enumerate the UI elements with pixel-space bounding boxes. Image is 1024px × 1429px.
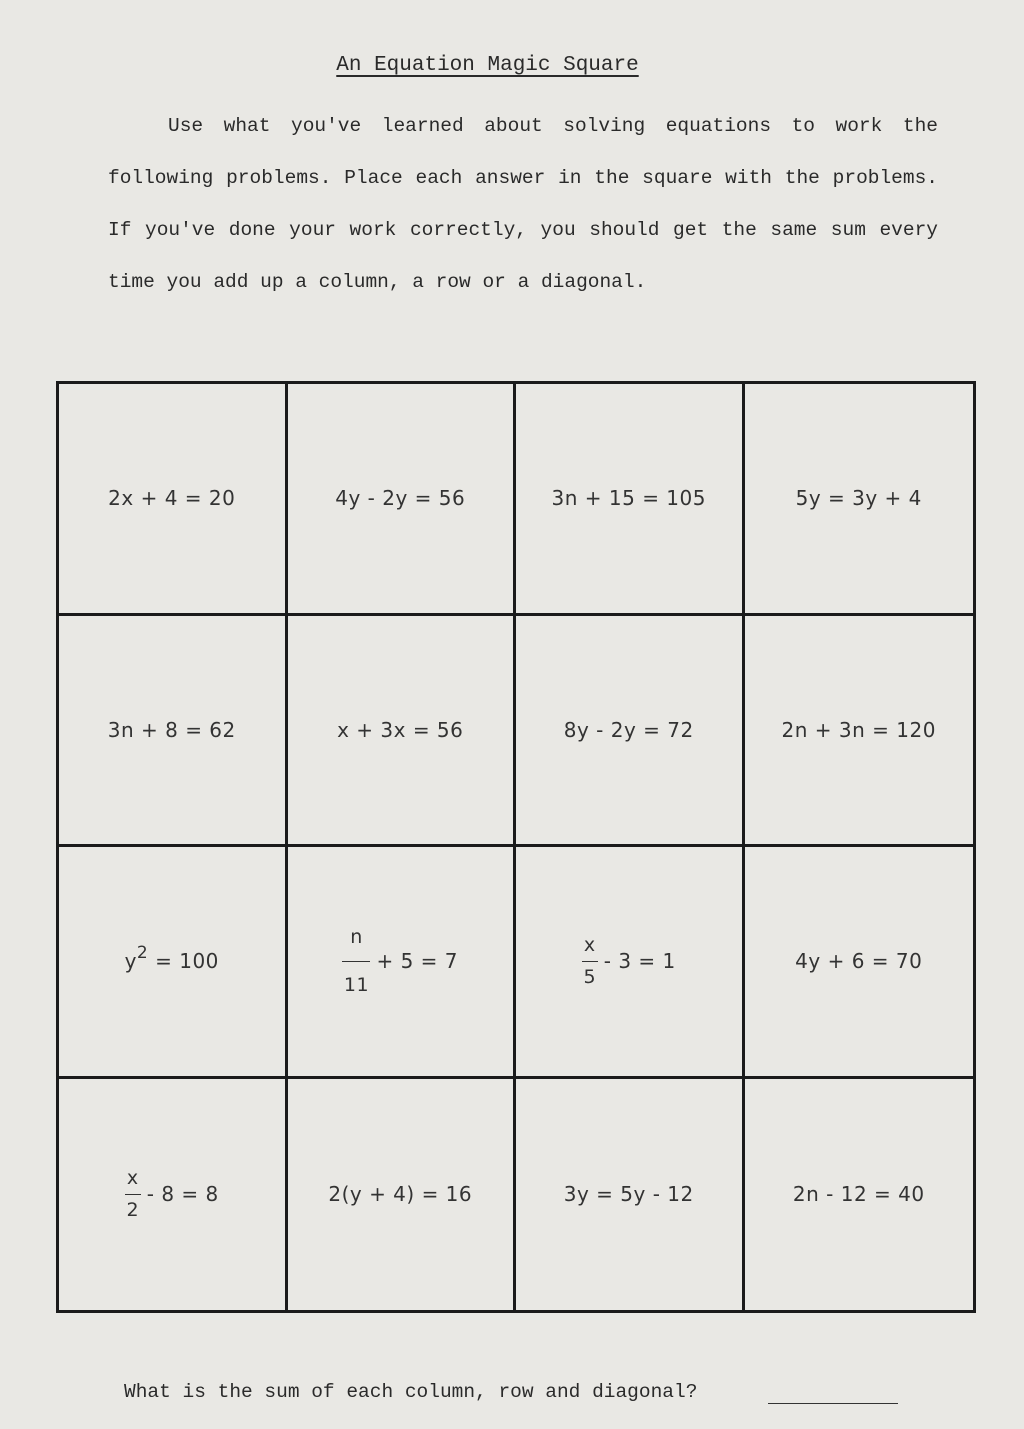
equation <box>124 943 219 974</box>
equation-rest: - 8 = 8 <box>146 1182 219 1207</box>
fraction <box>342 925 370 996</box>
fraction-denominator: 2 <box>126 1198 140 1221</box>
cell-r1c1[interactable] <box>59 384 288 616</box>
cell-r4c3[interactable] <box>516 1079 745 1311</box>
cell-r1c2[interactable] <box>288 384 517 616</box>
instructions-text: Use what you've learned about solving equations to work the following problems. Place each answer in the square with the problems. If you've done your work correctly, you should get the same sum every time you add up a column, a row or a diagonal. <box>108 115 938 293</box>
equation-rest: = 100 <box>148 949 219 974</box>
equation-rest: + 5 = 7 <box>376 949 459 974</box>
equation-exponent: 2 <box>136 943 149 964</box>
cell-r4c4[interactable] <box>745 1079 974 1311</box>
equation: x + 3x = 56 <box>337 717 464 742</box>
cell-r3c2[interactable] <box>288 847 517 1079</box>
cell-r3c4[interactable] <box>745 847 974 1079</box>
equation: 3y = 5y - 12 <box>563 1182 694 1207</box>
fraction-denominator: 5 <box>583 965 597 988</box>
equation: 3n + 15 = 105 <box>551 486 706 511</box>
fraction <box>582 933 598 988</box>
equation: 2x + 4 = 20 <box>108 486 236 511</box>
fraction-numerator: x <box>126 1166 139 1189</box>
equation: 2n + 3n = 120 <box>781 717 936 742</box>
cell-r2c1[interactable] <box>59 616 288 848</box>
equation: 2n - 12 = 40 <box>792 1182 925 1207</box>
fraction-denominator: 11 <box>343 973 370 996</box>
cell-r1c3[interactable] <box>516 384 745 616</box>
sum-question: What is the sum of each column, row and diagonal? <box>124 1381 698 1403</box>
equation: 4y + 6 = 70 <box>795 949 923 974</box>
instructions-paragraph <box>108 100 938 308</box>
cell-r2c4[interactable] <box>745 616 974 848</box>
equation: 8y - 2y = 72 <box>563 717 694 742</box>
equation: 5y = 3y + 4 <box>795 486 922 511</box>
fraction-numerator: x <box>583 933 596 956</box>
cell-r3c1[interactable] <box>59 847 288 1079</box>
magic-square-grid <box>56 381 976 1313</box>
cell-r1c4[interactable] <box>745 384 974 616</box>
equation: 3n + 8 = 62 <box>107 717 236 742</box>
cell-r3c3[interactable] <box>516 847 745 1079</box>
equation: 2(y + 4) = 16 <box>328 1182 473 1207</box>
cell-r4c2[interactable] <box>288 1079 517 1311</box>
worksheet-title: An Equation Magic Square <box>336 54 639 77</box>
answer-blank[interactable] <box>768 1403 898 1404</box>
fraction <box>125 1166 141 1221</box>
equation: 4y - 2y = 56 <box>335 486 466 511</box>
equation-base: y <box>124 949 137 974</box>
fraction-numerator: n <box>350 925 363 948</box>
cell-r4c1[interactable] <box>59 1079 288 1311</box>
equation-rest: - 3 = 1 <box>603 949 676 974</box>
cell-r2c2[interactable] <box>288 616 517 848</box>
cell-r2c3[interactable] <box>516 616 745 848</box>
